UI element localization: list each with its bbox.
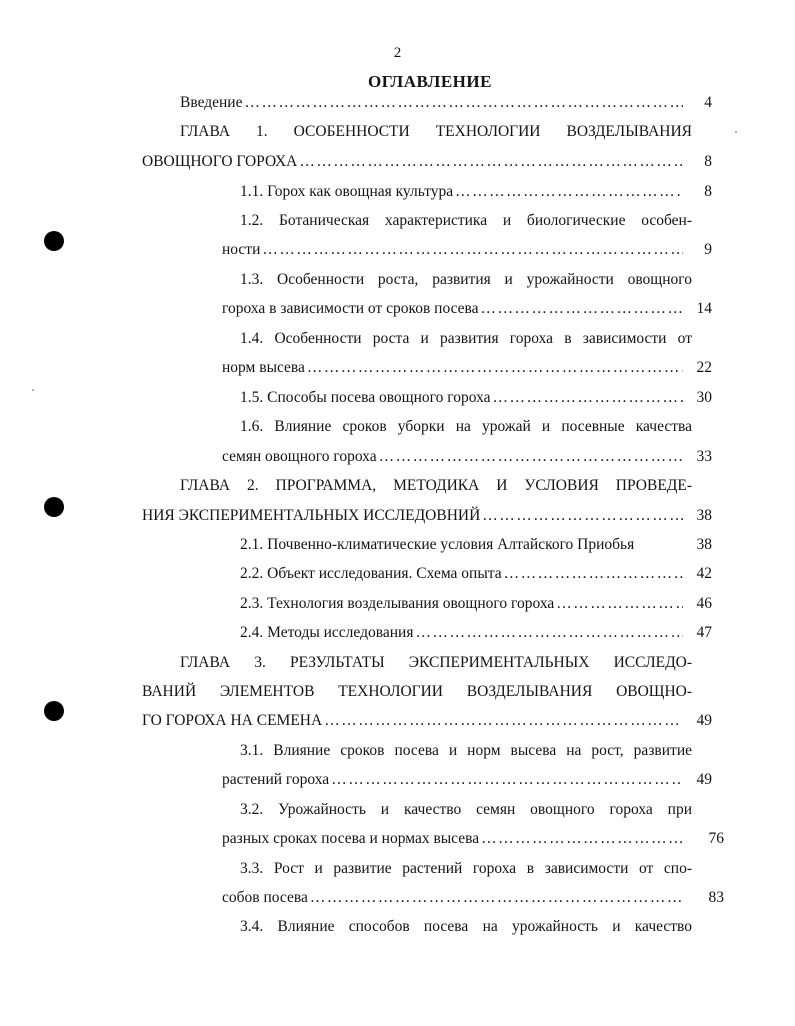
toc-entry-cont (222, 827, 685, 851)
toc-chapter-heading-cont: ВАНИЙ ЭЛЕМЕНТОВ ТЕХНОЛОГИИ ВОЗДЕЛЫВАНИЯ ОВОЩНО- (142, 683, 692, 700)
dot-leader (310, 886, 683, 910)
toc-entry-text: разных сроках посева и нормах высева (222, 830, 480, 847)
toc-page-number: 83 (708, 889, 724, 906)
toc-entry (240, 621, 685, 645)
dot-leader (331, 768, 683, 792)
toc-entry-text: НИЯ ЭКСПЕРИМЕНТАЛЬНЫХ ИССЛЕДОВНИЙ (142, 507, 481, 524)
scan-speck (735, 131, 737, 133)
toc-entry: 2.1. Почвенно-климатические условия Алтайского Приобья (240, 536, 635, 553)
toc-chapter-heading-cont (142, 150, 685, 174)
toc-page-number: 49 (696, 712, 712, 729)
toc-entry: 3.2. Урожайность и качество семян овощного гороха при (240, 801, 692, 818)
toc-entry-text: 2.4. Методы исследования (240, 624, 414, 641)
toc-page-number: 38 (696, 507, 712, 524)
dot-leader (244, 91, 683, 115)
dot-leader (324, 709, 683, 733)
toc-entry-text: 1.5. Способы посева овощного гороха (240, 389, 491, 406)
toc-chapter-heading: ГЛАВА 3. РЕЗУЛЬТАТЫ ЭКСПЕРИМЕНТАЛЬНЫХ ИССЛЕДО- (180, 654, 692, 671)
toc-entry-text: гороха в зависимости от сроков посева (222, 300, 479, 317)
page-number: 2 (393, 45, 402, 61)
dot-leader (262, 238, 683, 262)
dot-leader (493, 386, 684, 410)
toc-entry-cont (222, 297, 685, 321)
toc-chapter-heading: ГЛАВА 1. ОСОБЕННОСТИ ТЕХНОЛОГИИ ВОЗДЕЛЫВАНИЯ (180, 123, 692, 140)
toc-entry-text: растений гороха (222, 771, 330, 788)
dot-leader (482, 504, 683, 528)
toc-entry: 1.3. Особенности роста, развития и урожайности овощного (240, 271, 692, 288)
punch-hole (44, 231, 64, 251)
toc-page-number: 38 (696, 536, 712, 553)
dot-leader (379, 445, 683, 469)
toc-entry-cont (222, 886, 685, 910)
toc-page-number: 8 (704, 183, 712, 200)
dot-leader (415, 621, 683, 645)
toc-entry-cont (222, 445, 685, 469)
toc-page-number: 46 (696, 595, 712, 612)
toc-entry-text: ОВОЩНОГО ГОРОХА (142, 153, 298, 170)
toc-entry-text: ности (222, 241, 261, 258)
toc-page-number: 9 (704, 241, 712, 258)
toc-page-number: 42 (696, 565, 712, 582)
toc-page-number: 14 (696, 300, 712, 317)
dot-leader (299, 150, 683, 174)
toc-entry: 3.1. Влияние сроков посева и норм высева на рост, развитие (240, 742, 692, 759)
toc-page-number: 33 (696, 448, 712, 465)
toc-page-number: 8 (704, 153, 712, 170)
toc-entry (240, 180, 685, 204)
toc-entry-cont (222, 238, 685, 262)
toc-entry-text: Введение (180, 94, 243, 111)
toc-entry: 1.6. Влияние сроков уборки на урожай и посевные качества (240, 418, 692, 435)
toc-entry-cont (222, 356, 685, 380)
dot-leader (481, 297, 683, 321)
toc-entry-text: ГО ГОРОХА НА СЕМЕНА (142, 712, 323, 729)
toc-entry-text: норм высева (222, 359, 305, 376)
toc-entry: 1.4. Особенности роста и развития гороха в зависимости от (240, 330, 692, 347)
toc-entry (240, 592, 685, 616)
punch-hole (44, 701, 64, 721)
toc-entry-text: 2.2. Объект исследования. Схема опыта (240, 565, 502, 582)
toc-page-number: 30 (696, 389, 712, 406)
toc-page-number: 22 (696, 359, 712, 376)
toc-chapter-heading: ГЛАВА 2. ПРОГРАММА, МЕТОДИКА И УСЛОВИЯ ПРОВЕДЕ- (180, 477, 692, 494)
toc-entry-intro (180, 91, 685, 115)
toc-entry-text: 2.3. Технология возделывания овощного гороха (240, 595, 555, 612)
toc-entry-text: 1.1. Горох как овощная культура (240, 183, 454, 200)
toc-page-number: 4 (704, 94, 712, 111)
dot-leader (481, 827, 683, 851)
toc-entry: 3.3. Рост и развитие растений гороха в зависимости от спо- (240, 860, 692, 877)
dot-leader (504, 562, 683, 586)
toc-entry: 3.4. Влияние способов посева на урожайность и качество (240, 918, 692, 935)
toc-page-number: 49 (696, 771, 712, 788)
dot-leader (556, 592, 683, 616)
toc-entry (240, 562, 685, 586)
toc-entry-text: собов посева (222, 889, 308, 906)
toc-title: ОГЛАВЛЕНИЕ (368, 72, 492, 91)
dot-leader (455, 180, 683, 204)
toc-page-number: 76 (708, 830, 724, 847)
dot-leader (307, 356, 683, 380)
toc-entry (240, 386, 685, 410)
toc-chapter-heading-cont (142, 504, 685, 528)
toc-entry-text: семян овощного гороха (222, 448, 377, 465)
punch-hole (44, 497, 64, 517)
toc-entry-cont (222, 768, 685, 792)
toc-page-number: 47 (696, 624, 712, 641)
scan-speck (32, 389, 34, 391)
toc-entry: 1.2. Ботаническая характеристика и биологические особен- (240, 212, 692, 229)
toc-chapter-heading-cont (142, 709, 685, 733)
